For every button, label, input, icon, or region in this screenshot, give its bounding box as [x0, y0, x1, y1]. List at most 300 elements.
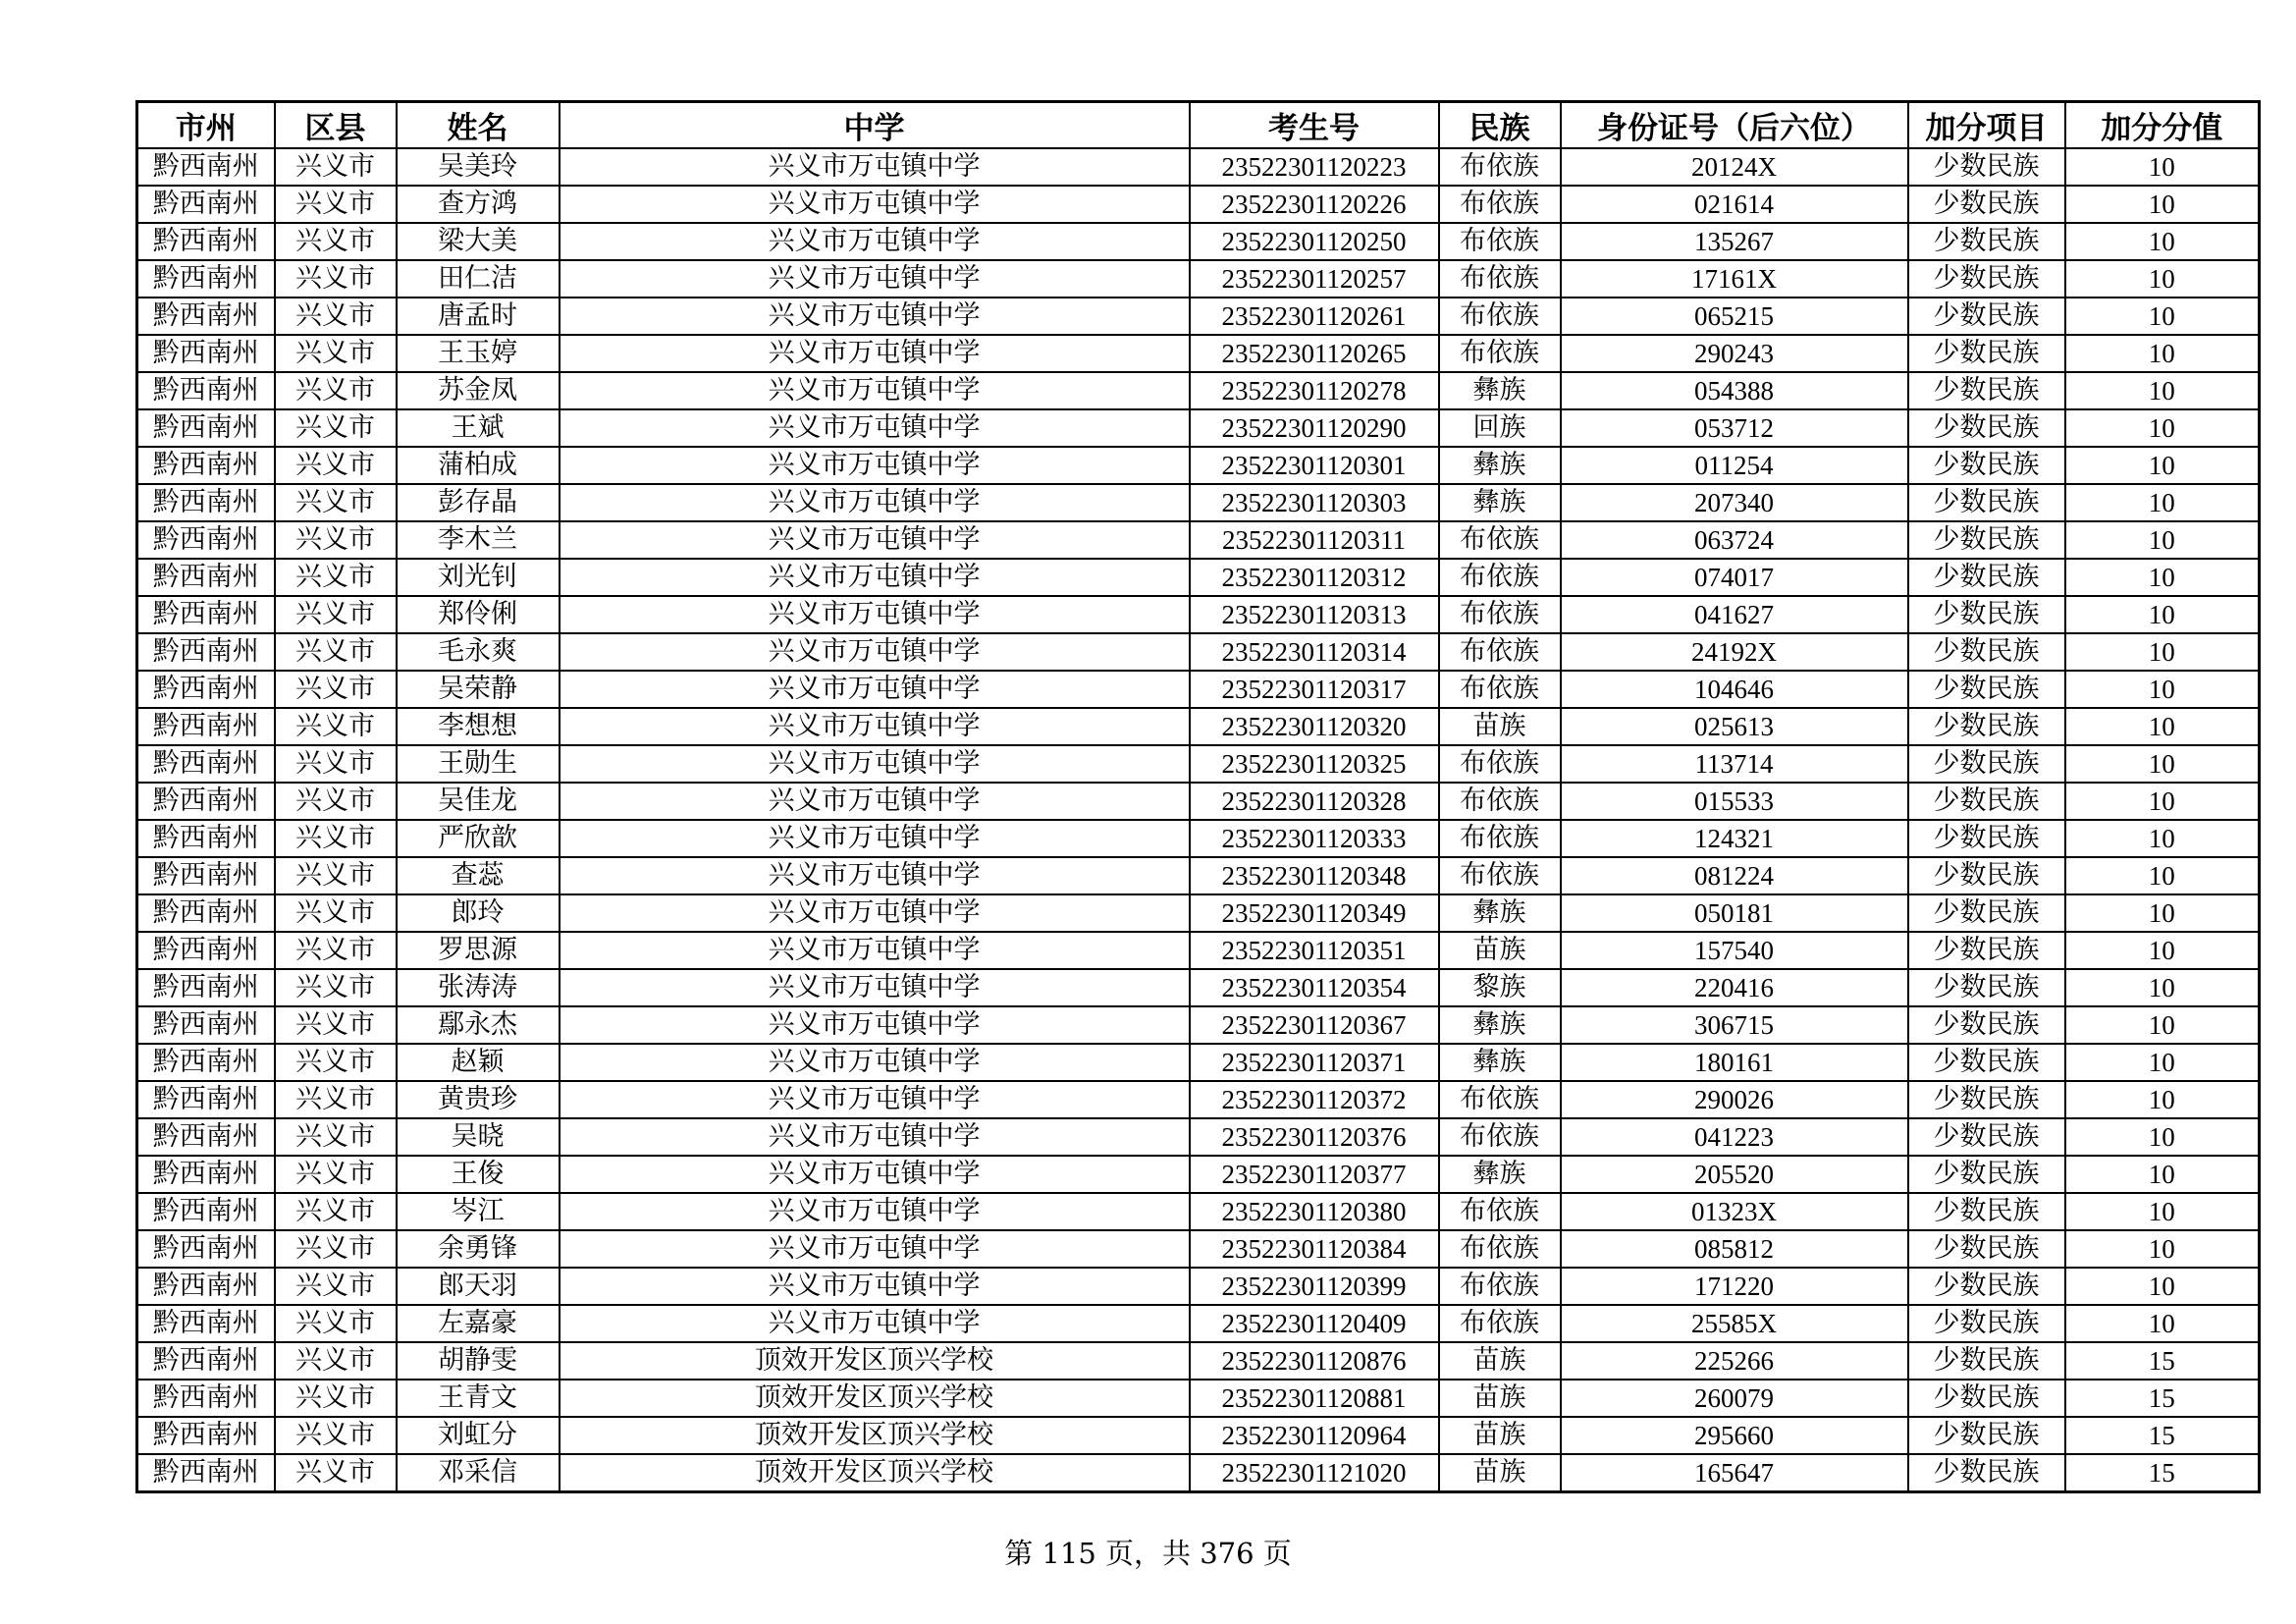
cell-bonus-item: 少数民族: [1908, 260, 2065, 298]
cell-city: 黔西南州: [137, 1342, 275, 1380]
cell-exam-number: 23522301120380: [1190, 1193, 1439, 1230]
cell-id-suffix: 205520: [1561, 1156, 1908, 1193]
cell-ethnicity: 彝族: [1439, 372, 1561, 409]
cell-city: 黔西南州: [137, 1156, 275, 1193]
cell-city: 黔西南州: [137, 745, 275, 783]
cell-exam-number: 23522301120354: [1190, 969, 1439, 1006]
cell-bonus-item: 少数民族: [1908, 671, 2065, 708]
cell-ethnicity: 布依族: [1439, 745, 1561, 783]
cell-school: 兴义市万屯镇中学: [560, 521, 1190, 559]
cell-bonus-item: 少数民族: [1908, 1454, 2065, 1492]
cell-district: 兴义市: [275, 186, 397, 223]
cell-city: 黔西南州: [137, 894, 275, 932]
cell-name: 邓采信: [397, 1454, 560, 1492]
cell-bonus-item: 少数民族: [1908, 633, 2065, 671]
cell-ethnicity: 彝族: [1439, 1156, 1561, 1193]
header-city: 市州: [137, 102, 275, 149]
cell-school: 兴义市万屯镇中学: [560, 1156, 1190, 1193]
table-header-row: [137, 102, 2260, 149]
cell-ethnicity: 苗族: [1439, 932, 1561, 969]
cell-bonus-item: 少数民族: [1908, 1268, 2065, 1305]
cell-exam-number: 23522301120278: [1190, 372, 1439, 409]
table-row: [137, 1118, 2260, 1156]
cell-bonus-item: 少数民族: [1908, 894, 2065, 932]
cell-school: 兴义市万屯镇中学: [560, 148, 1190, 186]
cell-exam-number: 23522301120367: [1190, 1006, 1439, 1044]
cell-exam-number: 23522301120261: [1190, 298, 1439, 335]
cell-city: 黔西南州: [137, 148, 275, 186]
cell-name: 唐孟时: [397, 298, 560, 335]
cell-city: 黔西南州: [137, 1268, 275, 1305]
table-row: [137, 1454, 2260, 1492]
cell-id-suffix: 074017: [1561, 559, 1908, 596]
cell-bonus-item: 少数民族: [1908, 857, 2065, 894]
cell-bonus-value: 15: [2065, 1342, 2260, 1380]
cell-exam-number: 23522301120377: [1190, 1156, 1439, 1193]
cell-city: 黔西南州: [137, 969, 275, 1006]
cell-district: 兴义市: [275, 335, 397, 372]
cell-school: 兴义市万屯镇中学: [560, 1006, 1190, 1044]
cell-bonus-value: 15: [2065, 1380, 2260, 1417]
cell-exam-number: 23522301120349: [1190, 894, 1439, 932]
cell-name: 罗思源: [397, 932, 560, 969]
cell-exam-number: 23522301120964: [1190, 1417, 1439, 1454]
cell-bonus-value: 10: [2065, 1268, 2260, 1305]
cell-bonus-item: 少数民族: [1908, 1230, 2065, 1268]
cell-id-suffix: 01323X: [1561, 1193, 1908, 1230]
cell-ethnicity: 布依族: [1439, 1305, 1561, 1342]
cell-ethnicity: 布依族: [1439, 1230, 1561, 1268]
cell-exam-number: 23522301120328: [1190, 783, 1439, 820]
cell-school: 兴义市万屯镇中学: [560, 969, 1190, 1006]
cell-ethnicity: 布依族: [1439, 1193, 1561, 1230]
cell-school: 顶效开发区顶兴学校: [560, 1417, 1190, 1454]
cell-id-suffix: 025613: [1561, 708, 1908, 745]
cell-exam-number: 23522301120250: [1190, 223, 1439, 260]
table-row: [137, 1044, 2260, 1081]
cell-ethnicity: 布依族: [1439, 559, 1561, 596]
cell-ethnicity: 黎族: [1439, 969, 1561, 1006]
cell-exam-number: 23522301120265: [1190, 335, 1439, 372]
table-row: [137, 633, 2260, 671]
cell-name: 查蕊: [397, 857, 560, 894]
cell-id-suffix: 157540: [1561, 932, 1908, 969]
cell-name: 吴荣静: [397, 671, 560, 708]
cell-city: 黔西南州: [137, 596, 275, 633]
cell-bonus-value: 10: [2065, 1230, 2260, 1268]
cell-name: 苏金凤: [397, 372, 560, 409]
cell-ethnicity: 布依族: [1439, 260, 1561, 298]
cell-id-suffix: 165647: [1561, 1454, 1908, 1492]
cell-city: 黔西南州: [137, 783, 275, 820]
cell-district: 兴义市: [275, 1081, 397, 1118]
cell-district: 兴义市: [275, 372, 397, 409]
cell-bonus-value: 10: [2065, 1044, 2260, 1081]
cell-bonus-item: 少数民族: [1908, 1380, 2065, 1417]
cell-id-suffix: 063724: [1561, 521, 1908, 559]
table-row: [137, 1268, 2260, 1305]
cell-bonus-value: 15: [2065, 1454, 2260, 1492]
cell-school: 兴义市万屯镇中学: [560, 745, 1190, 783]
cell-bonus-item: 少数民族: [1908, 708, 2065, 745]
cell-id-suffix: 180161: [1561, 1044, 1908, 1081]
cell-school: 兴义市万屯镇中学: [560, 1305, 1190, 1342]
cell-district: 兴义市: [275, 708, 397, 745]
cell-bonus-item: 少数民族: [1908, 1081, 2065, 1118]
cell-district: 兴义市: [275, 745, 397, 783]
cell-city: 黔西南州: [137, 820, 275, 857]
cell-exam-number: 23522301120333: [1190, 820, 1439, 857]
cell-exam-number: 23522301120325: [1190, 745, 1439, 783]
cell-district: 兴义市: [275, 447, 397, 484]
cell-school: 兴义市万屯镇中学: [560, 596, 1190, 633]
cell-name: 郎玲: [397, 894, 560, 932]
cell-bonus-value: 10: [2065, 186, 2260, 223]
table-row: [137, 820, 2260, 857]
cell-ethnicity: 彝族: [1439, 894, 1561, 932]
cell-school: 兴义市万屯镇中学: [560, 894, 1190, 932]
cell-bonus-value: 10: [2065, 633, 2260, 671]
cell-id-suffix: 081224: [1561, 857, 1908, 894]
cell-bonus-value: 10: [2065, 1006, 2260, 1044]
cell-city: 黔西南州: [137, 409, 275, 447]
cell-name: 刘光钊: [397, 559, 560, 596]
cell-district: 兴义市: [275, 783, 397, 820]
cell-id-suffix: 171220: [1561, 1268, 1908, 1305]
cell-city: 黔西南州: [137, 298, 275, 335]
cell-ethnicity: 布依族: [1439, 596, 1561, 633]
cell-name: 吴晓: [397, 1118, 560, 1156]
cell-name: 查方鸿: [397, 186, 560, 223]
cell-bonus-value: 10: [2065, 298, 2260, 335]
table-row: [137, 783, 2260, 820]
cell-ethnicity: 苗族: [1439, 708, 1561, 745]
cell-bonus-value: 10: [2065, 745, 2260, 783]
table-row: [137, 894, 2260, 932]
cell-city: 黔西南州: [137, 1454, 275, 1492]
cell-bonus-item: 少数民族: [1908, 932, 2065, 969]
cell-school: 兴义市万屯镇中学: [560, 409, 1190, 447]
cell-id-suffix: 113714: [1561, 745, 1908, 783]
cell-bonus-item: 少数民族: [1908, 1305, 2065, 1342]
cell-city: 黔西南州: [137, 671, 275, 708]
header-ethnicity: 民族: [1439, 102, 1561, 149]
table-row: [137, 969, 2260, 1006]
cell-school: 兴义市万屯镇中学: [560, 298, 1190, 335]
cell-ethnicity: 布依族: [1439, 1268, 1561, 1305]
cell-name: 王斌: [397, 409, 560, 447]
cell-ethnicity: 苗族: [1439, 1417, 1561, 1454]
table-row: [137, 521, 2260, 559]
cell-bonus-item: 少数民族: [1908, 1006, 2065, 1044]
cell-bonus-item: 少数民族: [1908, 521, 2065, 559]
cell-id-suffix: 25585X: [1561, 1305, 1908, 1342]
cell-id-suffix: 050181: [1561, 894, 1908, 932]
cell-district: 兴义市: [275, 1230, 397, 1268]
table-row: [137, 559, 2260, 596]
cell-name: 郎天羽: [397, 1268, 560, 1305]
cell-name: 左嘉豪: [397, 1305, 560, 1342]
cell-school: 兴义市万屯镇中学: [560, 186, 1190, 223]
table-row: [137, 671, 2260, 708]
table-row: [137, 372, 2260, 409]
cell-ethnicity: 布依族: [1439, 148, 1561, 186]
cell-city: 黔西南州: [137, 559, 275, 596]
cell-city: 黔西南州: [137, 372, 275, 409]
cell-exam-number: 23522301120409: [1190, 1305, 1439, 1342]
table-row: [137, 1342, 2260, 1380]
cell-district: 兴义市: [275, 633, 397, 671]
cell-city: 黔西南州: [137, 1305, 275, 1342]
cell-bonus-item: 少数民族: [1908, 447, 2065, 484]
cell-id-suffix: 015533: [1561, 783, 1908, 820]
cell-name: 王勋生: [397, 745, 560, 783]
cell-name: 田仁洁: [397, 260, 560, 298]
cell-exam-number: 23522301120303: [1190, 484, 1439, 521]
table-row: [137, 1193, 2260, 1230]
cell-school: 兴义市万屯镇中学: [560, 223, 1190, 260]
cell-ethnicity: 布依族: [1439, 298, 1561, 335]
cell-bonus-item: 少数民族: [1908, 783, 2065, 820]
cell-district: 兴义市: [275, 1156, 397, 1193]
cell-ethnicity: 苗族: [1439, 1454, 1561, 1492]
cell-id-suffix: 306715: [1561, 1006, 1908, 1044]
cell-district: 兴义市: [275, 894, 397, 932]
cell-ethnicity: 彝族: [1439, 1044, 1561, 1081]
cell-exam-number: 23522301120399: [1190, 1268, 1439, 1305]
header-bonus-item: 加分项目: [1908, 102, 2065, 149]
cell-bonus-item: 少数民族: [1908, 409, 2065, 447]
cell-bonus-item: 少数民族: [1908, 186, 2065, 223]
cell-bonus-value: 10: [2065, 148, 2260, 186]
cell-city: 黔西南州: [137, 857, 275, 894]
cell-district: 兴义市: [275, 1268, 397, 1305]
page-number-footer: 第 115 页，共 376 页: [1004, 1537, 1292, 1570]
cell-city: 黔西南州: [137, 484, 275, 521]
cell-id-suffix: 021614: [1561, 186, 1908, 223]
cell-id-suffix: 295660: [1561, 1417, 1908, 1454]
cell-name: 王青文: [397, 1380, 560, 1417]
cell-school: 兴义市万屯镇中学: [560, 1081, 1190, 1118]
table-body: [137, 148, 2260, 1492]
cell-ethnicity: 回族: [1439, 409, 1561, 447]
cell-bonus-value: 10: [2065, 857, 2260, 894]
cell-id-suffix: 065215: [1561, 298, 1908, 335]
cell-id-suffix: 207340: [1561, 484, 1908, 521]
cell-school: 兴义市万屯镇中学: [560, 372, 1190, 409]
header-id-suffix: 身份证号（后六位）: [1561, 102, 1908, 149]
cell-school: 兴义市万屯镇中学: [560, 708, 1190, 745]
table-row: [137, 484, 2260, 521]
cell-ethnicity: 布依族: [1439, 857, 1561, 894]
table-row: [137, 932, 2260, 969]
cell-district: 兴义市: [275, 596, 397, 633]
cell-exam-number: 23522301120223: [1190, 148, 1439, 186]
cell-exam-number: 23522301120290: [1190, 409, 1439, 447]
table-row: [137, 1006, 2260, 1044]
cell-city: 黔西南州: [137, 1193, 275, 1230]
cell-exam-number: 23522301120876: [1190, 1342, 1439, 1380]
cell-district: 兴义市: [275, 820, 397, 857]
cell-name: 吴美玲: [397, 148, 560, 186]
cell-school: 兴义市万屯镇中学: [560, 1193, 1190, 1230]
cell-city: 黔西南州: [137, 633, 275, 671]
cell-ethnicity: 布依族: [1439, 633, 1561, 671]
cell-district: 兴义市: [275, 260, 397, 298]
table-row: [137, 260, 2260, 298]
cell-exam-number: 23522301120301: [1190, 447, 1439, 484]
cell-ethnicity: 布依族: [1439, 1118, 1561, 1156]
cell-ethnicity: 布依族: [1439, 783, 1561, 820]
cell-district: 兴义市: [275, 559, 397, 596]
cell-district: 兴义市: [275, 1417, 397, 1454]
cell-district: 兴义市: [275, 1006, 397, 1044]
cell-city: 黔西南州: [137, 1006, 275, 1044]
cell-ethnicity: 布依族: [1439, 223, 1561, 260]
cell-district: 兴义市: [275, 223, 397, 260]
header-exam-number: 考生号: [1190, 102, 1439, 149]
cell-bonus-item: 少数民族: [1908, 559, 2065, 596]
cell-bonus-item: 少数民族: [1908, 969, 2065, 1006]
cell-bonus-item: 少数民族: [1908, 1417, 2065, 1454]
cell-exam-number: 23522301120320: [1190, 708, 1439, 745]
cell-exam-number: 23522301120311: [1190, 521, 1439, 559]
cell-name: 李木兰: [397, 521, 560, 559]
cell-ethnicity: 布依族: [1439, 820, 1561, 857]
cell-ethnicity: 布依族: [1439, 521, 1561, 559]
cell-ethnicity: 布依族: [1439, 1081, 1561, 1118]
cell-bonus-value: 10: [2065, 783, 2260, 820]
bonus-points-table: [135, 100, 2261, 1493]
cell-name: 黄贵珍: [397, 1081, 560, 1118]
cell-bonus-value: 10: [2065, 596, 2260, 633]
cell-city: 黔西南州: [137, 932, 275, 969]
table-row: [137, 1156, 2260, 1193]
table-row: [137, 1230, 2260, 1268]
cell-id-suffix: 124321: [1561, 820, 1908, 857]
cell-exam-number: 23522301120351: [1190, 932, 1439, 969]
cell-bonus-value: 10: [2065, 260, 2260, 298]
cell-bonus-item: 少数民族: [1908, 148, 2065, 186]
cell-bonus-value: 10: [2065, 1081, 2260, 1118]
cell-ethnicity: 彝族: [1439, 1006, 1561, 1044]
table-row: [137, 745, 2260, 783]
cell-bonus-value: 10: [2065, 484, 2260, 521]
cell-bonus-value: 15: [2065, 1417, 2260, 1454]
cell-school: 兴义市万屯镇中学: [560, 260, 1190, 298]
cell-exam-number: 23522301120348: [1190, 857, 1439, 894]
cell-id-suffix: 24192X: [1561, 633, 1908, 671]
cell-bonus-value: 10: [2065, 1305, 2260, 1342]
cell-district: 兴义市: [275, 1342, 397, 1380]
cell-city: 黔西南州: [137, 1417, 275, 1454]
cell-city: 黔西南州: [137, 708, 275, 745]
cell-bonus-value: 10: [2065, 708, 2260, 745]
cell-school: 兴义市万屯镇中学: [560, 1268, 1190, 1305]
cell-city: 黔西南州: [137, 1081, 275, 1118]
cell-name: 吴佳龙: [397, 783, 560, 820]
table-row: [137, 1305, 2260, 1342]
cell-id-suffix: 085812: [1561, 1230, 1908, 1268]
cell-bonus-item: 少数民族: [1908, 372, 2065, 409]
table-row: [137, 447, 2260, 484]
cell-school: 顶效开发区顶兴学校: [560, 1342, 1190, 1380]
cell-exam-number: 23522301120313: [1190, 596, 1439, 633]
cell-school: 兴义市万屯镇中学: [560, 1044, 1190, 1081]
cell-bonus-value: 10: [2065, 335, 2260, 372]
cell-id-suffix: 054388: [1561, 372, 1908, 409]
cell-school: 兴义市万屯镇中学: [560, 633, 1190, 671]
cell-exam-number: 23522301121020: [1190, 1454, 1439, 1492]
cell-ethnicity: 苗族: [1439, 1342, 1561, 1380]
cell-ethnicity: 布依族: [1439, 335, 1561, 372]
cell-district: 兴义市: [275, 298, 397, 335]
cell-id-suffix: 17161X: [1561, 260, 1908, 298]
cell-district: 兴义市: [275, 1305, 397, 1342]
cell-district: 兴义市: [275, 1454, 397, 1492]
cell-district: 兴义市: [275, 1380, 397, 1417]
cell-bonus-item: 少数民族: [1908, 335, 2065, 372]
table-row: [137, 335, 2260, 372]
cell-ethnicity: 彝族: [1439, 484, 1561, 521]
cell-name: 严欣歆: [397, 820, 560, 857]
cell-school: 兴义市万屯镇中学: [560, 1118, 1190, 1156]
cell-id-suffix: 053712: [1561, 409, 1908, 447]
cell-school: 兴义市万屯镇中学: [560, 484, 1190, 521]
cell-district: 兴义市: [275, 969, 397, 1006]
cell-name: 刘虹分: [397, 1417, 560, 1454]
cell-school: 兴义市万屯镇中学: [560, 820, 1190, 857]
header-name: 姓名: [397, 102, 560, 149]
cell-name: 蒲柏成: [397, 447, 560, 484]
cell-district: 兴义市: [275, 1044, 397, 1081]
cell-city: 黔西南州: [137, 260, 275, 298]
cell-name: 王玉婷: [397, 335, 560, 372]
cell-ethnicity: 布依族: [1439, 186, 1561, 223]
cell-ethnicity: 苗族: [1439, 1380, 1561, 1417]
table-row: [137, 857, 2260, 894]
cell-district: 兴义市: [275, 1118, 397, 1156]
cell-city: 黔西南州: [137, 1230, 275, 1268]
cell-bonus-value: 10: [2065, 223, 2260, 260]
cell-id-suffix: 135267: [1561, 223, 1908, 260]
table-row: [137, 223, 2260, 260]
cell-ethnicity: 布依族: [1439, 671, 1561, 708]
cell-bonus-item: 少数民族: [1908, 223, 2065, 260]
cell-school: 兴义市万屯镇中学: [560, 447, 1190, 484]
cell-city: 黔西南州: [137, 1118, 275, 1156]
cell-exam-number: 23522301120384: [1190, 1230, 1439, 1268]
table-row: [137, 298, 2260, 335]
cell-district: 兴义市: [275, 409, 397, 447]
cell-bonus-item: 少数民族: [1908, 1156, 2065, 1193]
cell-id-suffix: 011254: [1561, 447, 1908, 484]
table-row: [137, 1081, 2260, 1118]
cell-id-suffix: 220416: [1561, 969, 1908, 1006]
cell-school: 兴义市万屯镇中学: [560, 857, 1190, 894]
cell-bonus-value: 10: [2065, 447, 2260, 484]
cell-name: 赵颖: [397, 1044, 560, 1081]
cell-id-suffix: 225266: [1561, 1342, 1908, 1380]
cell-bonus-item: 少数民族: [1908, 484, 2065, 521]
table-row: [137, 1417, 2260, 1454]
cell-school: 兴义市万屯镇中学: [560, 932, 1190, 969]
header-district: 区县: [275, 102, 397, 149]
cell-bonus-value: 10: [2065, 969, 2260, 1006]
table-row: [137, 186, 2260, 223]
table-row: [137, 409, 2260, 447]
cell-bonus-value: 10: [2065, 521, 2260, 559]
